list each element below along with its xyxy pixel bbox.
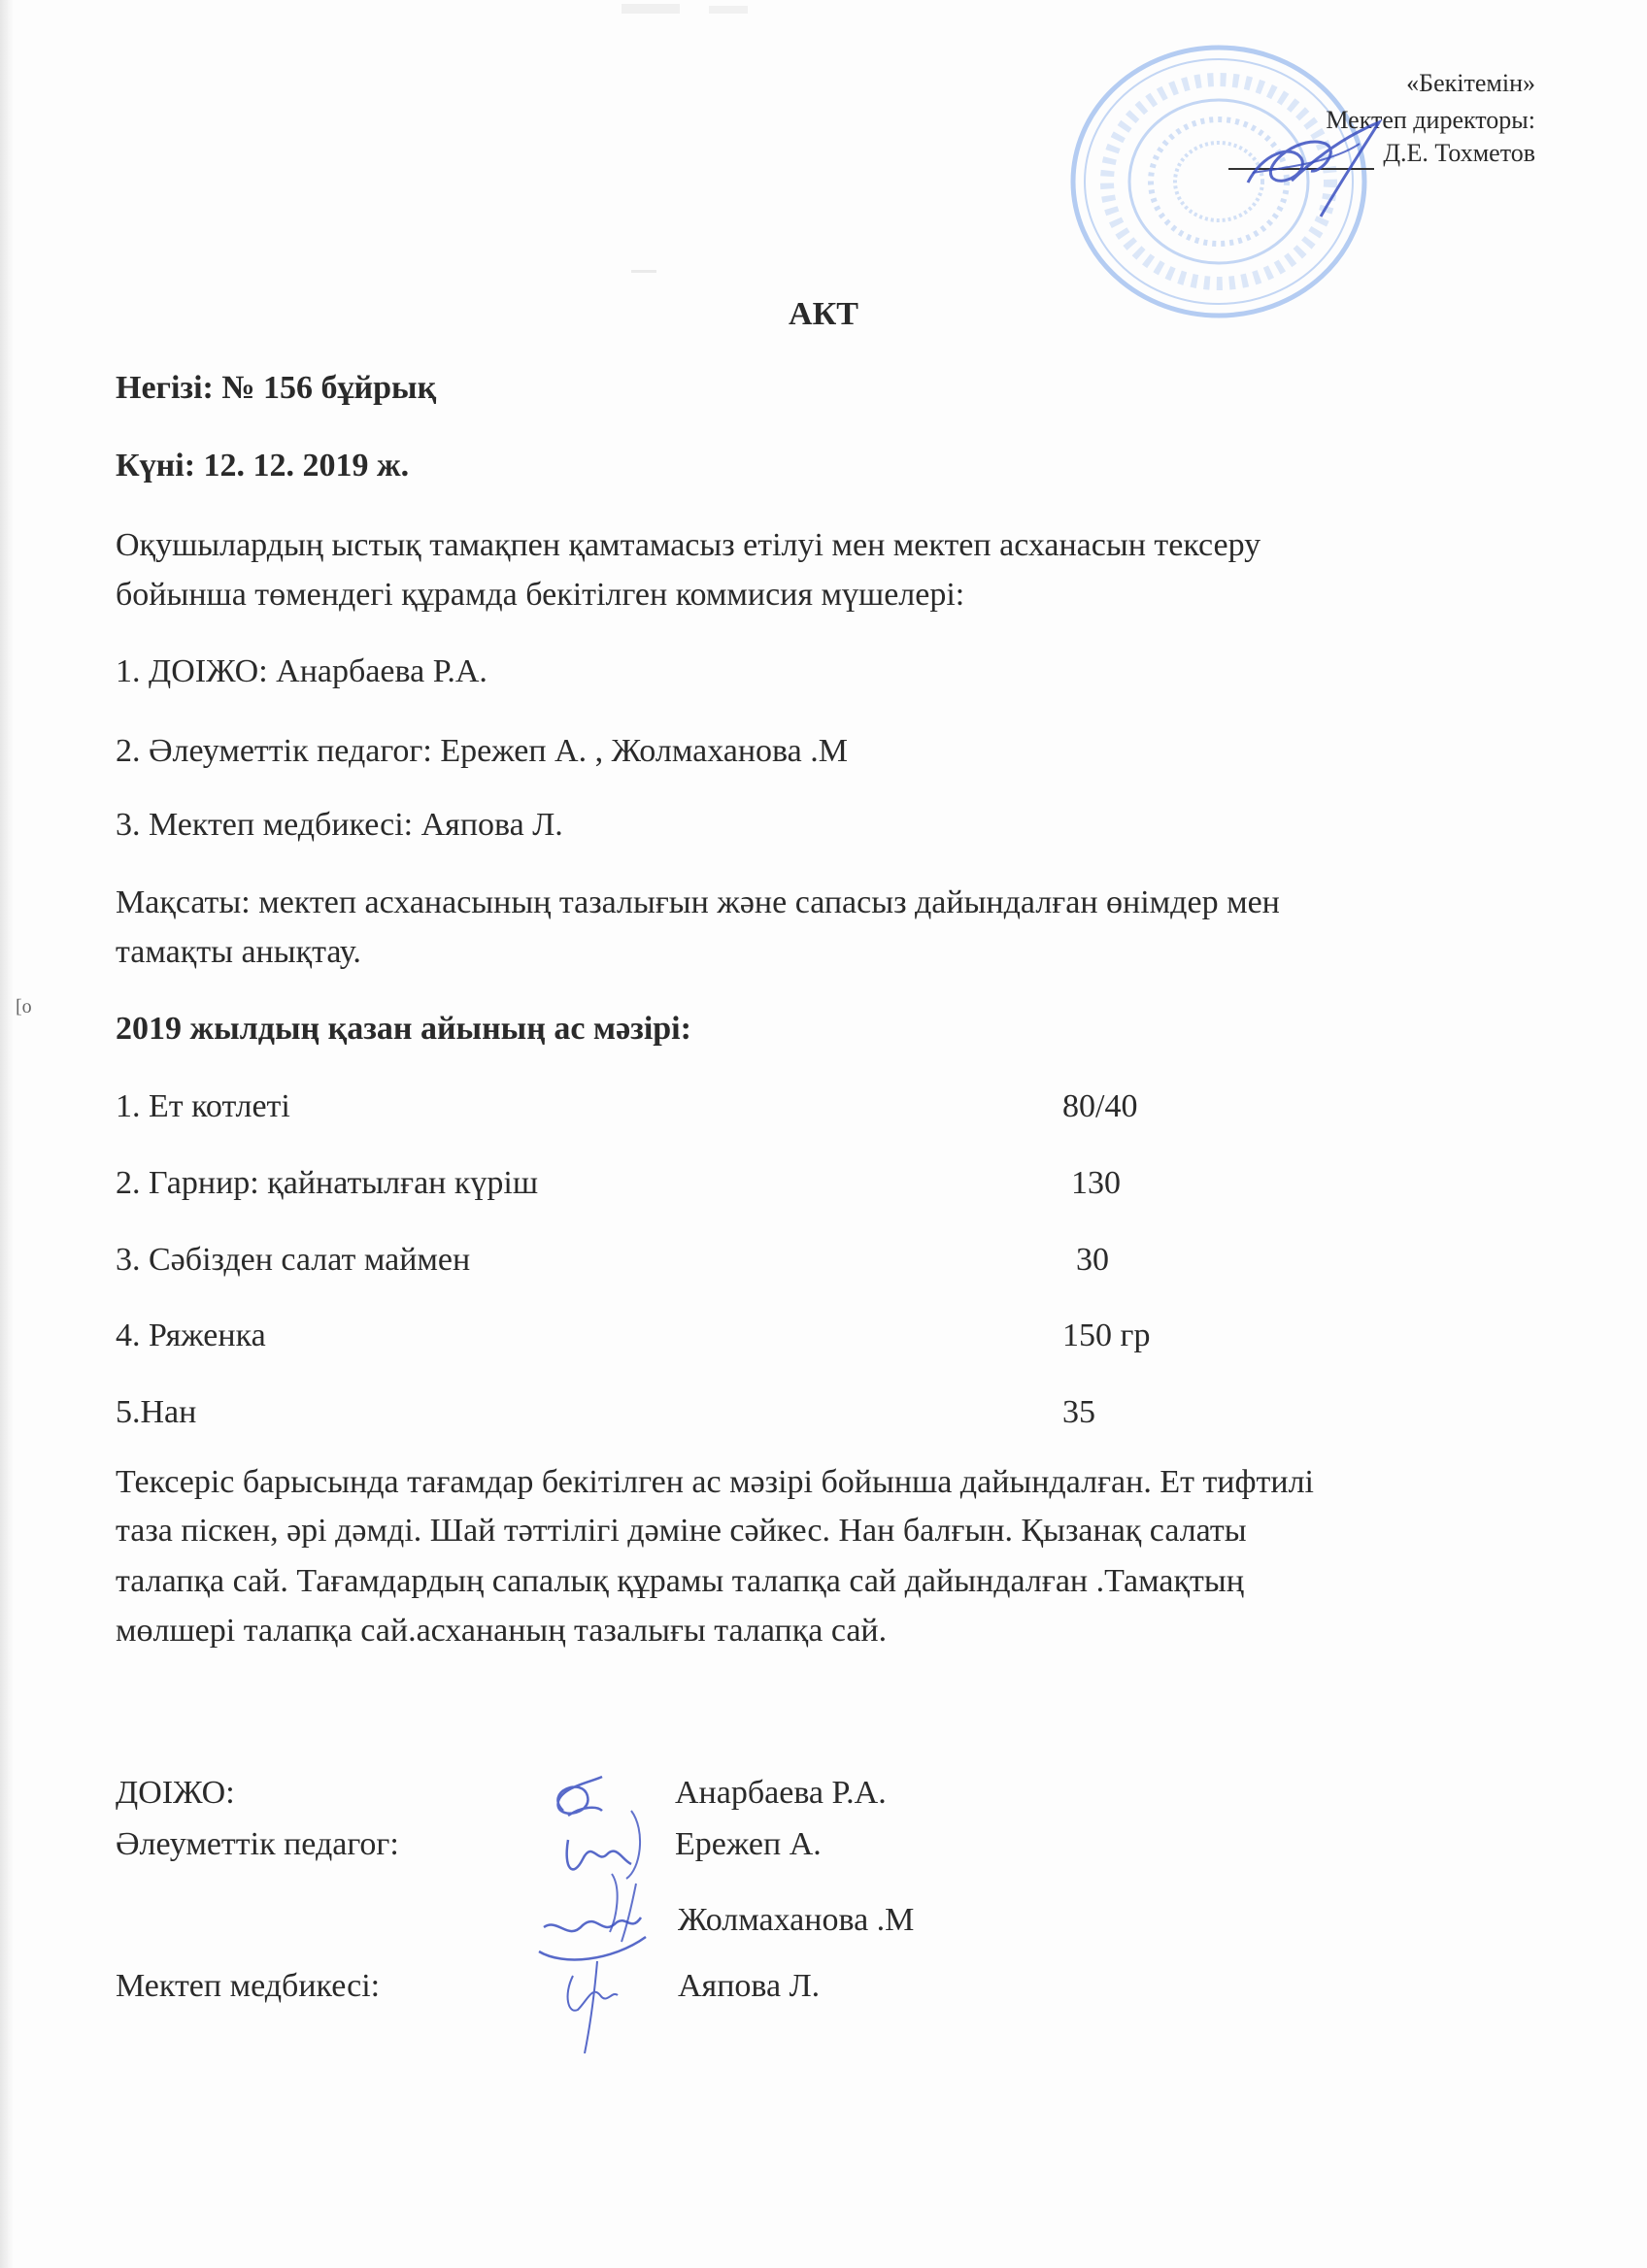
menu-item-name: 3. Сәбізден салат маймен: [116, 1242, 471, 1278]
approval-position: Мектеп директоры:: [1326, 106, 1535, 134]
commission-signatures: [524, 1772, 680, 2053]
purpose-line-2: тамақты анықтау.: [116, 934, 361, 970]
menu-item-name: 1. Ет котлеті: [116, 1088, 290, 1124]
conclusion-line: таза піскен, әрі дәмді. Шай тәттілігі дәміне сәйкес. Нан балғын. Қызанақ салаты: [116, 1513, 1247, 1549]
margin-mark: [o: [16, 996, 32, 1017]
scan-noise: [622, 4, 680, 14]
signatory-name: Жолмаханова .М: [678, 1902, 915, 1938]
director-signature: [1233, 115, 1389, 221]
scan-noise: [631, 270, 656, 273]
conclusion-line: мөлшері талапқа сай.асхананың тазалығы талапқа сай.: [116, 1613, 888, 1649]
member-item: 1. ДОІЖО: Анарбаева Р.А.: [116, 653, 487, 689]
menu-item-name: 4. Ряженка: [116, 1317, 266, 1353]
purpose-line-1: Мақсаты: мектеп асханасының тазалығын және сапасыз дайындалған өнімдер мен: [116, 884, 1280, 920]
document-title: АКТ: [789, 296, 858, 332]
signatory-name: Ережеп А.: [675, 1826, 822, 1862]
conclusion-line: талапқа сай. Тағамдардың сапалық құрамы талапқа сай дайындалған .Тамақтың: [116, 1563, 1244, 1599]
approval-name: Д.Е. Тохметов: [1383, 139, 1535, 167]
signature-role: Әлеуметтік педагог:: [116, 1826, 399, 1862]
order-basis: Негізі: № 156 бұйрық: [116, 370, 437, 406]
approval-label: «Бекітемін»: [1406, 69, 1535, 97]
menu-item-amount: 150 гр: [1062, 1317, 1151, 1353]
menu-item-name: 2. Гарнир: қайнатылған күріш: [116, 1165, 538, 1201]
document-date: Күні: 12. 12. 2019 ж.: [116, 448, 410, 484]
menu-item-name: 5.Нан: [116, 1394, 197, 1430]
signatory-name: Анарбаева Р.А.: [675, 1775, 887, 1811]
signatory-name: Аяпова Л.: [678, 1968, 821, 2004]
intro-line-2: бойынша төмендегі құрамда бекітілген коммисия мүшелері:: [116, 577, 965, 613]
conclusion-line: Тексеріс барысында тағамдар бекітілген ас мәзірі бойынша дайындалған. Ет тифтилі: [116, 1464, 1314, 1500]
menu-item-amount: 80/40: [1062, 1088, 1138, 1124]
intro-line-1: Оқушылардың ыстық тамақпен қамтамасыз етілуі мен мектеп асханасын тексеру: [116, 527, 1261, 563]
menu-item-amount: 30: [1076, 1242, 1109, 1278]
menu-item-amount: 35: [1062, 1394, 1095, 1430]
member-item: 3. Мектеп медбикесі: Аяпова Л.: [116, 807, 563, 843]
menu-heading: 2019 жылдың қазан айының ас мәзірі:: [116, 1011, 691, 1047]
member-item: 2. Әлеуметтік педагог: Ережеп А. , Жолмаханова .М: [116, 733, 848, 769]
menu-item-amount: 130: [1071, 1165, 1121, 1201]
signature-role: Мектеп медбикесі:: [116, 1968, 381, 2004]
scan-edge-shadow: [0, 0, 14, 2268]
signature-role: ДОІЖО:: [116, 1775, 235, 1811]
scan-noise: [709, 6, 748, 14]
